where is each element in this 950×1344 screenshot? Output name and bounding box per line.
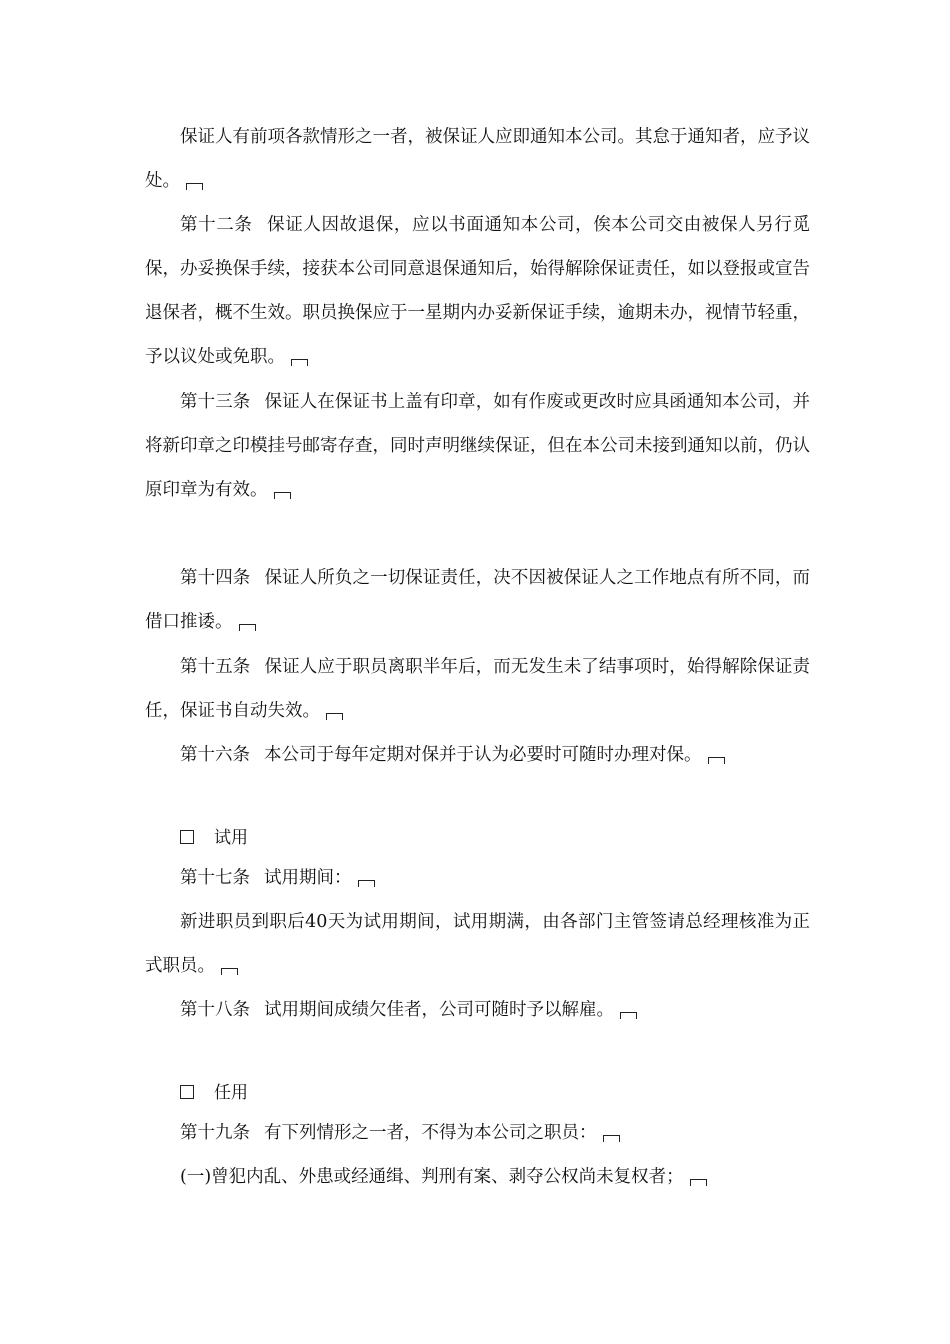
checkbox-square-icon [180,830,194,844]
article-15-number: 第十五条 [180,657,251,677]
paragraph-mark-icon [274,492,291,499]
article-19-item-1: (一)曾犯内乱、外患或经通缉、判刑有案、剥夺公权尚未复权者； [145,1155,810,1199]
article-13: 第十三条 保证人在保证书上盖有印章，如有作废或更改时应具函通知本公司，并将新印章之印模挂号邮寄存查，同时声明继续保证，但在本公司未接到通知以前，仍认原印章为有效。 [145,392,811,500]
article-19-number: 第十九条 [180,1123,250,1143]
checkbox-square-icon [180,1085,194,1099]
paragraph-mark-icon [239,624,256,631]
paragraph-mark-icon [358,880,375,887]
section-heading-appointment: 任用 [180,1081,248,1105]
article-18-number: 第十八条 [180,1000,250,1020]
article-14: 第十四条 保证人所负之一切保证责任，决不因被保证人之工作地点有所不同，而借口推诿。 [145,568,811,632]
paragraph-trial-period: 新进职员到职后40天为试用期间，试用期满，由各部门主管签请总经理核准为正式职员。 [145,912,810,976]
article-13-number: 第十三条 [180,392,251,412]
article-17: 第十七条 试用期间： [145,856,810,900]
paragraph-mark-icon [326,713,343,720]
article-18: 第十八条 试用期间成绩欠佳者，公司可随时予以解雇。 [145,988,810,1032]
paragraph-mark-icon [221,968,238,975]
paragraph-mark-icon [186,183,203,190]
paragraph-mark-icon [603,1135,620,1142]
paragraph-mark-icon [620,1012,637,1019]
article-12: 第十二条 保证人因故退保，应以书面通知本公司，俟本公司交由被保人另行觅保，办妥换保手续，接获本公司同意退保通知后，始得解除保证责任，如以登报或宣告退保者，概不生效。职员换保应于一星期内办妥新保证手续，逾期未办，视情节轻重，予以议处或免职。 [145,215,811,367]
paragraph-guarantor-notice: 保证人有前项各款情形之一者，被保证人应即通知本公司。其怠于通知者，应予议处。 [145,127,810,191]
article-16-number: 第十六条 [180,745,250,765]
paragraph-mark-icon [690,1179,707,1186]
article-12-number: 第十二条 [180,215,253,235]
article-19: 第十九条 有下列情形之一者，不得为本公司之职员： [145,1111,810,1155]
article-17-number: 第十七条 [180,868,250,888]
paragraph-mark-icon [291,359,308,366]
section-heading-trial: 试用 [180,826,248,850]
article-16: 第十六条 本公司于每年定期对保并于认为必要时可随时办理对保。 [145,733,810,777]
article-15: 第十五条 保证人应于职员离职半年后，而无发生未了结事项时，始得解除保证责任，保证书自动失效。 [145,657,811,721]
paragraph-mark-icon [708,757,725,764]
article-14-number: 第十四条 [180,568,251,588]
